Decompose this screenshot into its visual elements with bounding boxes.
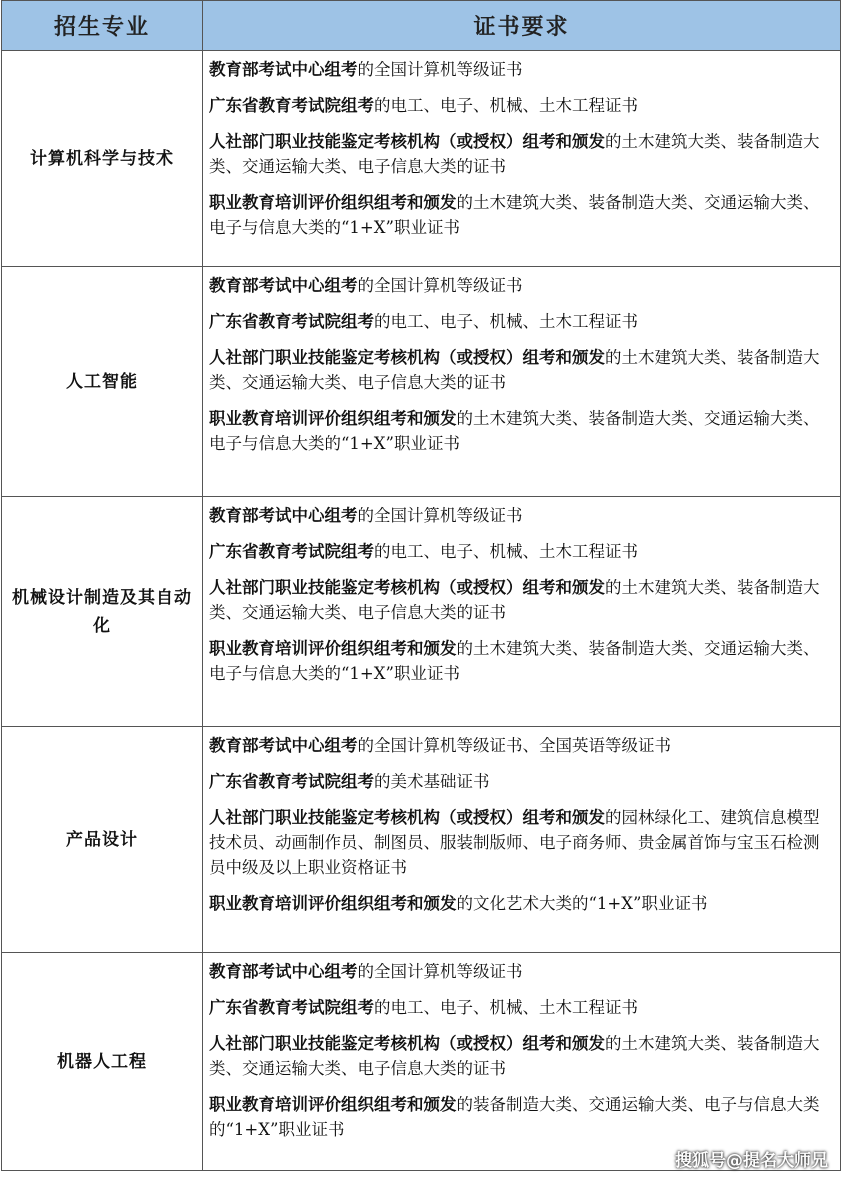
cert-requirements	[203, 497, 841, 727]
cert-requirements	[203, 727, 841, 953]
issuing-organization: 人社部门职业技能鉴定考核机构（或授权）组考和颁发	[209, 132, 605, 151]
certificate-scope: 的文化艺术大类的“1+X”职业证书	[456, 894, 708, 913]
major-name: 机械设计制造及其自动化	[2, 497, 203, 727]
requirement-item	[209, 891, 830, 916]
issuing-organization: 职业教育培训评价组织组考和颁发	[209, 193, 457, 212]
certificate-scope: 的全国计算机等级证书	[357, 60, 523, 79]
requirement-item	[209, 406, 830, 456]
table-row	[2, 51, 841, 267]
certificate-scope: 的土木建筑大类、装备制造大类、交通运输大类、电子与信息大类的“1+X”职业证书	[209, 639, 820, 683]
certificate-scope: 的土木建筑大类、装备制造大类、交通运输大类、电子与信息大类的“1+X”职业证书	[209, 409, 820, 453]
requirement-item	[209, 1092, 830, 1142]
issuing-organization: 职业教育培训评价组织组考和颁发	[209, 409, 457, 428]
table-row	[2, 497, 841, 727]
issuing-organization: 教育部考试中心组考	[209, 60, 358, 79]
requirement-item	[209, 93, 830, 118]
issuing-organization: 广东省教育考试院组考	[209, 96, 374, 115]
certificate-scope: 的全国计算机等级证书	[357, 506, 523, 525]
issuing-organization: 职业教育培训评价组织组考和颁发	[209, 894, 457, 913]
requirement-item	[209, 539, 830, 564]
table-row	[2, 953, 841, 1171]
requirement-item	[209, 995, 830, 1020]
issuing-organization: 广东省教育考试院组考	[209, 312, 374, 331]
issuing-organization: 教育部考试中心组考	[209, 276, 358, 295]
certificate-scope: 的电工、电子、机械、土木工程证书	[374, 96, 638, 115]
issuing-organization: 人社部门职业技能鉴定考核机构（或授权）组考和颁发	[209, 578, 605, 597]
table-row	[2, 727, 841, 953]
requirement-item	[209, 273, 830, 298]
issuing-organization: 教育部考试中心组考	[209, 736, 358, 755]
header-major: 招生专业	[2, 1, 203, 51]
issuing-organization: 职业教育培训评价组织组考和颁发	[209, 1095, 457, 1114]
requirement-item	[209, 503, 830, 528]
watermark: 搜狐号@提名大师兄	[675, 1151, 828, 1171]
certificate-scope: 的土木建筑大类、装备制造大类、交通运输大类、电子信息大类的证书	[209, 578, 820, 622]
issuing-organization: 人社部门职业技能鉴定考核机构（或授权）组考和颁发	[209, 1034, 605, 1053]
table-row	[2, 267, 841, 497]
requirement-item	[209, 57, 830, 82]
certificate-scope: 的电工、电子、机械、土木工程证书	[374, 542, 638, 561]
issuing-organization: 广东省教育考试院组考	[209, 542, 374, 561]
requirement-item	[209, 190, 830, 240]
major-name: 机器人工程	[2, 953, 203, 1171]
issuing-organization: 人社部门职业技能鉴定考核机构（或授权）组考和颁发	[209, 808, 605, 827]
issuing-organization: 人社部门职业技能鉴定考核机构（或授权）组考和颁发	[209, 348, 605, 367]
cert-requirements	[203, 953, 841, 1171]
cert-requirements	[203, 51, 841, 267]
major-name: 产品设计	[2, 727, 203, 953]
major-name: 人工智能	[2, 267, 203, 497]
certificate-scope: 的全国计算机等级证书、全国英语等级证书	[357, 736, 671, 755]
header-row	[2, 1, 841, 51]
certificate-scope: 的土木建筑大类、装备制造大类、交通运输大类、电子与信息大类的“1+X”职业证书	[209, 193, 820, 237]
requirement-item	[209, 129, 830, 179]
cert-requirements-table	[1, 0, 841, 1171]
certificate-scope: 的电工、电子、机械、土木工程证书	[374, 998, 638, 1017]
certificate-scope: 的全国计算机等级证书	[357, 962, 523, 981]
requirement-item	[209, 636, 830, 686]
certificate-scope: 的土木建筑大类、装备制造大类、交通运输大类、电子信息大类的证书	[209, 132, 820, 176]
issuing-organization: 教育部考试中心组考	[209, 506, 358, 525]
certificate-scope: 的美术基础证书	[374, 772, 490, 791]
requirement-item	[209, 959, 830, 984]
requirement-item	[209, 309, 830, 334]
certificate-scope: 的园林绿化工、建筑信息模型技术员、动画制作员、制图员、服装制版师、电子商务师、贵金属首饰与宝玉石检测员中级及以上职业资格证书	[209, 808, 820, 877]
requirement-item	[209, 575, 830, 625]
certificate-scope: 的电工、电子、机械、土木工程证书	[374, 312, 638, 331]
certificate-scope: 的土木建筑大类、装备制造大类、交通运输大类、电子信息大类的证书	[209, 1034, 820, 1078]
certificate-scope: 的装备制造大类、交通运输大类、电子与信息大类的“1+X”职业证书	[209, 1095, 820, 1139]
requirement-item	[209, 733, 830, 758]
issuing-organization: 广东省教育考试院组考	[209, 772, 374, 791]
requirement-item	[209, 769, 830, 794]
major-name: 计算机科学与技术	[2, 51, 203, 267]
header-cert: 证书要求	[203, 1, 841, 51]
issuing-organization: 教育部考试中心组考	[209, 962, 358, 981]
issuing-organization: 职业教育培训评价组织组考和颁发	[209, 639, 457, 658]
requirement-item	[209, 345, 830, 395]
cert-requirements	[203, 267, 841, 497]
requirement-item	[209, 805, 830, 880]
certificate-scope: 的土木建筑大类、装备制造大类、交通运输大类、电子信息大类的证书	[209, 348, 820, 392]
requirement-item	[209, 1031, 830, 1081]
issuing-organization: 广东省教育考试院组考	[209, 998, 374, 1017]
certificate-scope: 的全国计算机等级证书	[357, 276, 523, 295]
